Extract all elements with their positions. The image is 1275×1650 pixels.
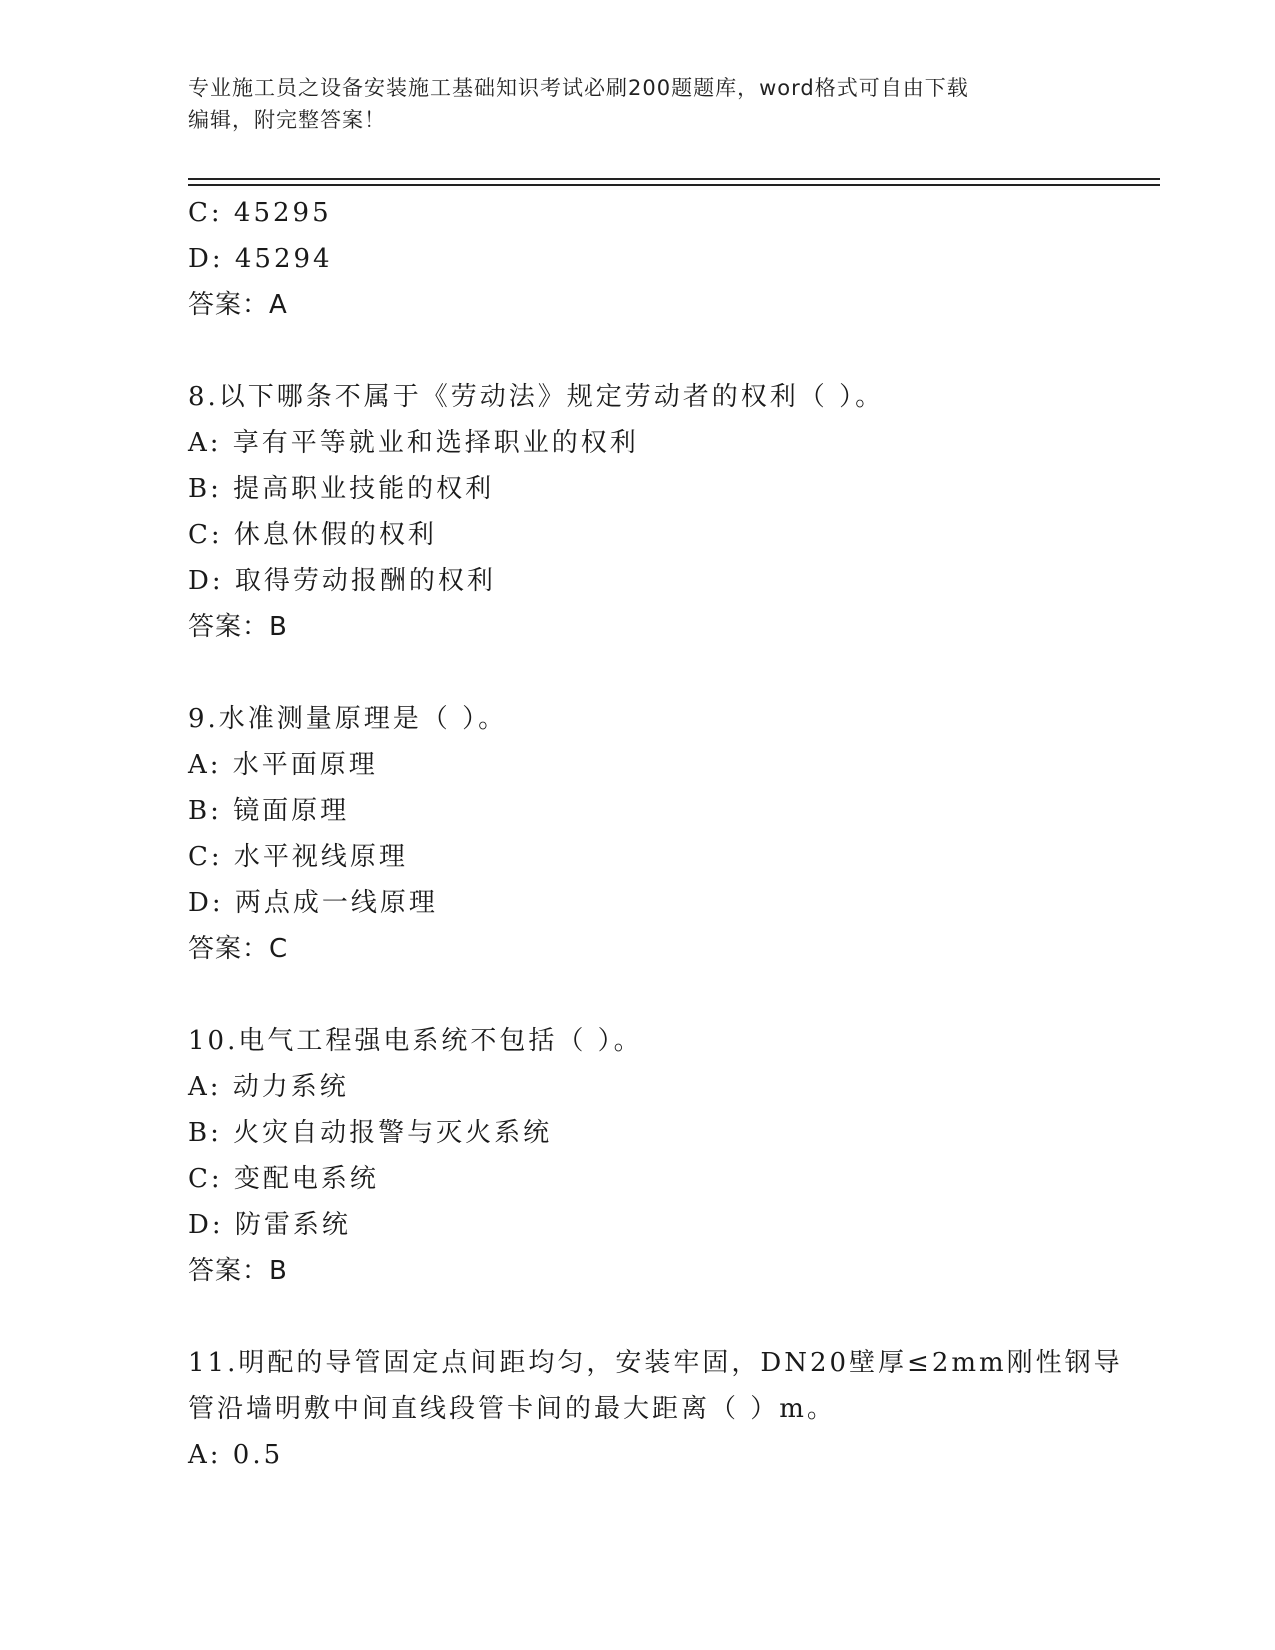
question-7 (188, 190, 1148, 328)
document-header (188, 72, 1088, 136)
option-a: A: 水平面原理 (188, 750, 378, 780)
question-9 (188, 696, 1148, 972)
answer-text: 答案：B (188, 1256, 288, 1286)
answer-text: 答案：B (188, 612, 288, 642)
question-text-line1: 11.明配的导管固定点间距均匀，安装牢固，DN20壁厚≤2mm刚性钢导 (188, 1348, 1123, 1378)
question-text-line2: 管沿墙明敷中间直线段管卡间的最大距离（ ）m。 (188, 1394, 836, 1424)
option-a: A: 动力系统 (188, 1072, 349, 1102)
option-c: C: 水平视线原理 (188, 842, 408, 872)
answer-text: 答案：C (188, 934, 289, 964)
option-d: D: 45294 (188, 244, 333, 274)
question-11 (188, 1340, 1148, 1478)
option-a: A: 享有平等就业和选择职业的权利 (188, 428, 639, 458)
option-a: A: 0.5 (188, 1440, 284, 1470)
option-b: B: 提高职业技能的权利 (188, 474, 495, 504)
question-text: 8.以下哪条不属于《劳动法》规定劳动者的权利（ ）。 (188, 382, 885, 412)
question-text: 9.水准测量原理是（ ）。 (188, 704, 508, 734)
spacer (188, 650, 1148, 696)
spacer (188, 328, 1148, 374)
question-8 (188, 374, 1148, 650)
answer-text: 答案：A (188, 290, 288, 320)
spacer (188, 972, 1148, 1018)
question-text: 10.电气工程强电系统不包括（ ）。 (188, 1026, 643, 1056)
option-c: C: 变配电系统 (188, 1164, 379, 1194)
option-c: C: 休息休假的权利 (188, 520, 437, 550)
header-title-line1: 专业施工员之设备安装施工基础知识考试必刷200题题库，word格式可自由下载 (188, 76, 969, 100)
option-c: C: 45295 (188, 198, 332, 228)
header-divider-bottom (188, 184, 1160, 186)
question-10 (188, 1018, 1148, 1294)
option-b: B: 火灾自动报警与灭火系统 (188, 1118, 553, 1148)
spacer (188, 1294, 1148, 1340)
option-d: D: 取得劳动报酬的权利 (188, 566, 496, 596)
question-list (188, 190, 1148, 1478)
header-title-line2: 编辑，附完整答案！ (188, 108, 386, 132)
option-b: B: 镜面原理 (188, 796, 350, 826)
header-divider-top (188, 178, 1160, 180)
option-d: D: 两点成一线原理 (188, 888, 438, 918)
option-d: D: 防雷系统 (188, 1210, 351, 1240)
